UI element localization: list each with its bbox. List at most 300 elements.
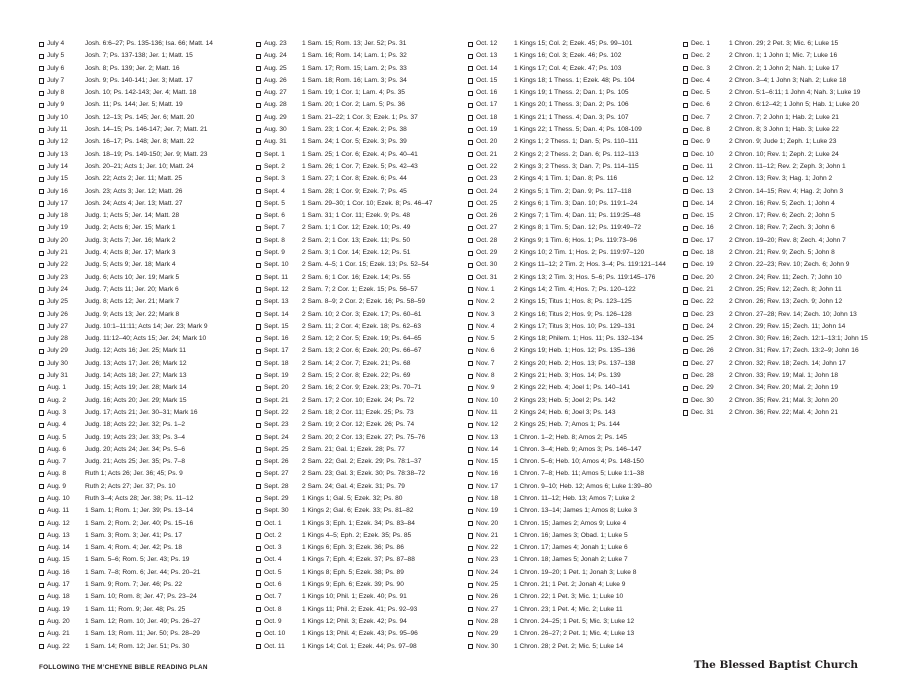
reading-checkbox[interactable] bbox=[256, 238, 261, 243]
reading-date: Aug. 21 bbox=[46, 630, 70, 638]
reading-checkbox[interactable] bbox=[256, 607, 261, 612]
reading-row bbox=[256, 579, 461, 591]
reading-checkbox[interactable] bbox=[256, 66, 261, 71]
reading-checkbox[interactable] bbox=[256, 386, 261, 391]
reading-date: Dec. 16 bbox=[690, 224, 714, 232]
reading-passages: 2 Chron. 27–28; Rev. 14; Zech. 10; John 13 bbox=[728, 310, 857, 318]
reading-checkbox[interactable] bbox=[256, 349, 261, 354]
reading-checkbox[interactable] bbox=[683, 238, 688, 243]
reading-checkbox[interactable] bbox=[256, 54, 261, 59]
reading-row bbox=[683, 75, 883, 87]
reading-checkbox[interactable] bbox=[683, 78, 688, 83]
reading-checkbox[interactable] bbox=[683, 263, 688, 268]
reading-passages: Judg. 15; Acts 19; Jer. 28; Mark 14 bbox=[84, 384, 187, 392]
reading-checkbox[interactable] bbox=[468, 115, 473, 120]
reading-checkbox[interactable] bbox=[468, 546, 473, 551]
reading-checkbox[interactable] bbox=[39, 54, 44, 59]
reading-checkbox[interactable] bbox=[39, 263, 44, 268]
reading-checkbox[interactable] bbox=[39, 238, 44, 243]
reading-checkbox[interactable] bbox=[256, 497, 261, 502]
reading-checkbox[interactable] bbox=[39, 128, 44, 133]
reading-checkbox[interactable] bbox=[468, 644, 473, 649]
reading-date: Oct. 19 bbox=[475, 126, 498, 134]
reading-checkbox[interactable] bbox=[683, 349, 688, 354]
reading-passages: 1 Chron. 16; James 3; Obad. 1; Luke 5 bbox=[513, 531, 628, 539]
reading-checkbox[interactable] bbox=[683, 398, 688, 403]
reading-passages: 1 Kings 21; 1 Thess. 4; Dan. 3; Ps. 107 bbox=[513, 113, 629, 121]
reading-date: Nov. 23 bbox=[475, 556, 499, 564]
reading-passages: 2 Chron. 7; 2 John 1; Hab. 2; Luke 21 bbox=[728, 113, 839, 121]
reading-checkbox[interactable] bbox=[683, 410, 688, 415]
reading-checkbox[interactable] bbox=[256, 140, 261, 145]
reading-checkbox[interactable] bbox=[39, 398, 44, 403]
reading-passages: Josh. 12–13; Ps. 145; Jer. 6; Matt. 20 bbox=[84, 113, 195, 121]
reading-checkbox[interactable] bbox=[39, 251, 44, 256]
reading-checkbox[interactable] bbox=[683, 287, 688, 292]
reading-checkbox[interactable] bbox=[256, 214, 261, 219]
reading-row bbox=[256, 542, 461, 554]
reading-checkbox[interactable] bbox=[683, 226, 688, 231]
reading-date: Oct. 30 bbox=[475, 261, 498, 269]
reading-passages: 1 Sam. 26; 1 Cor. 7; Ezek. 5; Ps. 42–43 bbox=[301, 162, 418, 170]
reading-date: Oct. 6 bbox=[263, 581, 282, 589]
reading-passages: Judg. 4; Acts 8; Jer. 17; Mark 3 bbox=[84, 249, 176, 257]
reading-checkbox[interactable] bbox=[256, 275, 261, 280]
reading-row bbox=[39, 456, 247, 468]
reading-checkbox[interactable] bbox=[39, 410, 44, 415]
reading-checkbox[interactable] bbox=[256, 91, 261, 96]
reading-checkbox[interactable] bbox=[468, 324, 473, 329]
reading-row bbox=[468, 432, 673, 444]
reading-passages: 2 Chron. 35; Rev. 21; Mal. 3; John 20 bbox=[728, 396, 839, 404]
reading-checkbox[interactable] bbox=[256, 484, 261, 489]
reading-checkbox[interactable] bbox=[39, 42, 44, 47]
reading-checkbox[interactable] bbox=[39, 423, 44, 428]
reading-checkbox[interactable] bbox=[468, 570, 473, 575]
reading-checkbox[interactable] bbox=[39, 620, 44, 625]
reading-row bbox=[39, 284, 247, 296]
reading-checkbox[interactable] bbox=[256, 447, 261, 452]
reading-checkbox[interactable] bbox=[683, 312, 688, 317]
reading-checkbox[interactable] bbox=[468, 177, 473, 182]
reading-checkbox[interactable] bbox=[468, 66, 473, 71]
reading-checkbox[interactable] bbox=[468, 595, 473, 600]
reading-checkbox[interactable] bbox=[683, 251, 688, 256]
reading-row bbox=[39, 628, 247, 640]
reading-passages: Judg. 7; Acts 11; Jer. 20; Mark 6 bbox=[84, 285, 179, 293]
reading-checkbox[interactable] bbox=[468, 521, 473, 526]
reading-row bbox=[468, 75, 673, 87]
reading-checkbox[interactable] bbox=[683, 374, 688, 379]
reading-checkbox[interactable] bbox=[468, 337, 473, 342]
reading-checkbox[interactable] bbox=[39, 91, 44, 96]
reading-checkbox[interactable] bbox=[256, 312, 261, 317]
reading-checkbox[interactable] bbox=[39, 349, 44, 354]
reading-checkbox[interactable] bbox=[468, 54, 473, 59]
reading-checkbox[interactable] bbox=[683, 361, 688, 366]
reading-checkbox[interactable] bbox=[39, 361, 44, 366]
reading-checkbox[interactable] bbox=[39, 103, 44, 108]
reading-checkbox[interactable] bbox=[468, 238, 473, 243]
reading-checkbox[interactable] bbox=[468, 607, 473, 612]
reading-checkbox[interactable] bbox=[39, 447, 44, 452]
reading-checkbox[interactable] bbox=[256, 201, 261, 206]
reading-row bbox=[39, 272, 247, 284]
reading-checkbox[interactable] bbox=[39, 497, 44, 502]
reading-checkbox[interactable] bbox=[256, 570, 261, 575]
reading-checkbox[interactable] bbox=[468, 361, 473, 366]
reading-row bbox=[256, 481, 461, 493]
reading-row bbox=[468, 309, 673, 321]
reading-row bbox=[39, 407, 247, 419]
reading-checkbox[interactable] bbox=[39, 583, 44, 588]
reading-checkbox[interactable] bbox=[39, 374, 44, 379]
reading-checkbox[interactable] bbox=[256, 410, 261, 415]
reading-checkbox[interactable] bbox=[39, 140, 44, 145]
reading-checkbox[interactable] bbox=[39, 386, 44, 391]
reading-checkbox[interactable] bbox=[683, 152, 688, 157]
reading-date: Nov. 19 bbox=[475, 507, 499, 515]
reading-date: Sept. 8 bbox=[263, 236, 285, 244]
reading-checkbox[interactable] bbox=[39, 607, 44, 612]
reading-checkbox[interactable] bbox=[256, 152, 261, 157]
reading-checkbox[interactable] bbox=[468, 460, 473, 465]
reading-checkbox[interactable] bbox=[468, 189, 473, 194]
reading-passages: 2 Sam. 22; Gal. 2; Ezek. 29; Ps. 78:1–37 bbox=[301, 458, 422, 466]
reading-passages: 1 Sam. 25; 1 Cor. 6; Ezek. 4; Ps. 40–41 bbox=[301, 150, 418, 158]
reading-date: Nov. 9 bbox=[475, 384, 495, 392]
reading-checkbox[interactable] bbox=[256, 189, 261, 194]
reading-checkbox[interactable] bbox=[683, 275, 688, 280]
reading-checkbox[interactable] bbox=[468, 509, 473, 514]
reading-passages: 2 Chron. 18; Rev. 7; Zech. 3; John 6 bbox=[728, 224, 835, 232]
reading-row bbox=[683, 198, 883, 210]
reading-checkbox[interactable] bbox=[468, 78, 473, 83]
reading-checkbox[interactable] bbox=[468, 410, 473, 415]
reading-checkbox[interactable] bbox=[468, 533, 473, 538]
reading-date: Dec. 5 bbox=[690, 89, 711, 97]
reading-checkbox[interactable] bbox=[256, 374, 261, 379]
reading-passages: 2 Kings 11–12; 2 Tim. 2; Hos. 3–4; Ps. 119:121–144 bbox=[513, 261, 666, 269]
reading-checkbox[interactable] bbox=[256, 226, 261, 231]
reading-checkbox[interactable] bbox=[468, 423, 473, 428]
reading-date: Dec. 19 bbox=[690, 261, 714, 269]
reading-passages: Ruth 3–4; Acts 28; Jer. 38; Ps. 11–12 bbox=[84, 494, 194, 502]
reading-passages: 2 Chron. 25; Rev. 12; Zech. 8; John 11 bbox=[728, 285, 842, 293]
reading-checkbox[interactable] bbox=[39, 226, 44, 231]
reading-row bbox=[683, 382, 883, 394]
reading-passages: 2 Sam. 15; 2 Cor. 8; Ezek. 22; Ps. 69 bbox=[301, 372, 411, 380]
reading-date: July 31 bbox=[46, 372, 68, 380]
reading-date: Oct. 27 bbox=[475, 224, 498, 232]
reading-checkbox[interactable] bbox=[256, 115, 261, 120]
reading-date: Aug. 13 bbox=[46, 531, 70, 539]
reading-checkbox[interactable] bbox=[256, 251, 261, 256]
reading-passages: 1 Chron. 28; 2 Pet. 2; Mic. 5; Luke 14 bbox=[513, 642, 624, 650]
reading-row bbox=[39, 296, 247, 308]
reading-checkbox[interactable] bbox=[468, 583, 473, 588]
reading-checkbox[interactable] bbox=[468, 275, 473, 280]
reading-checkbox[interactable] bbox=[256, 632, 261, 637]
reading-row bbox=[39, 395, 247, 407]
reading-checkbox[interactable] bbox=[256, 595, 261, 600]
reading-checkbox[interactable] bbox=[683, 115, 688, 120]
reading-date: Sept. 17 bbox=[263, 347, 289, 355]
reading-date: Dec. 11 bbox=[690, 162, 714, 170]
reading-checkbox[interactable] bbox=[39, 546, 44, 551]
reading-passages: 2 Kings 8; 1 Tim. 5; Dan. 12; Ps. 119:49–72 bbox=[513, 224, 642, 232]
reading-checkbox[interactable] bbox=[39, 177, 44, 182]
reading-checkbox[interactable] bbox=[468, 374, 473, 379]
reading-date: Dec. 24 bbox=[690, 322, 714, 330]
reading-date: Sept. 16 bbox=[263, 335, 289, 343]
reading-checkbox[interactable] bbox=[468, 91, 473, 96]
reading-date: Nov. 5 bbox=[475, 335, 495, 343]
reading-checkbox[interactable] bbox=[39, 509, 44, 514]
reading-checkbox[interactable] bbox=[256, 423, 261, 428]
reading-checkbox[interactable] bbox=[39, 460, 44, 465]
reading-date: July 27 bbox=[46, 322, 68, 330]
reading-checkbox[interactable] bbox=[39, 533, 44, 538]
reading-row bbox=[39, 444, 247, 456]
reading-checkbox[interactable] bbox=[468, 472, 473, 477]
reading-date: Aug. 14 bbox=[46, 544, 70, 552]
reading-date: Sept. 15 bbox=[263, 322, 289, 330]
reading-date: July 26 bbox=[46, 310, 68, 318]
reading-checkbox[interactable] bbox=[256, 361, 261, 366]
reading-date: Sept. 18 bbox=[263, 359, 289, 367]
reading-checkbox[interactable] bbox=[468, 103, 473, 108]
reading-checkbox[interactable] bbox=[39, 275, 44, 280]
reading-checkbox[interactable] bbox=[256, 78, 261, 83]
reading-checkbox[interactable] bbox=[39, 78, 44, 83]
reading-checkbox[interactable] bbox=[468, 201, 473, 206]
reading-row bbox=[683, 321, 883, 333]
reading-date: Nov. 8 bbox=[475, 372, 495, 380]
reading-row bbox=[468, 124, 673, 136]
reading-checkbox[interactable] bbox=[683, 54, 688, 59]
reading-checkbox[interactable] bbox=[256, 103, 261, 108]
reading-checkbox[interactable] bbox=[39, 152, 44, 157]
reading-checkbox[interactable] bbox=[468, 140, 473, 145]
reading-date: Sept. 22 bbox=[263, 408, 289, 416]
reading-row bbox=[39, 38, 247, 50]
reading-passages: 1 Sam. 15; Rom. 13; Jer. 52; Ps. 31 bbox=[301, 40, 407, 47]
reading-checkbox[interactable] bbox=[468, 447, 473, 452]
reading-row bbox=[39, 63, 247, 75]
reading-checkbox[interactable] bbox=[468, 287, 473, 292]
reading-checkbox[interactable] bbox=[468, 497, 473, 502]
reading-checkbox[interactable] bbox=[256, 546, 261, 551]
reading-checkbox[interactable] bbox=[39, 324, 44, 329]
reading-checkbox[interactable] bbox=[39, 632, 44, 637]
reading-checkbox[interactable] bbox=[256, 533, 261, 538]
reading-row bbox=[468, 567, 673, 579]
reading-checkbox[interactable] bbox=[468, 386, 473, 391]
reading-checkbox[interactable] bbox=[683, 337, 688, 342]
reading-date: July 25 bbox=[46, 298, 68, 306]
reading-checkbox[interactable] bbox=[39, 570, 44, 575]
reading-row bbox=[468, 604, 673, 616]
reading-row bbox=[683, 124, 883, 136]
reading-checkbox[interactable] bbox=[468, 620, 473, 625]
reading-checkbox[interactable] bbox=[256, 128, 261, 133]
reading-row bbox=[39, 161, 247, 173]
reading-date: Dec. 10 bbox=[690, 150, 714, 158]
reading-checkbox[interactable] bbox=[468, 226, 473, 231]
reading-checkbox[interactable] bbox=[683, 386, 688, 391]
reading-date: Sept. 13 bbox=[263, 298, 289, 306]
reading-row bbox=[256, 333, 461, 345]
reading-passages: 1 Kings 14; Col. 1; Ezek. 44; Ps. 97–98 bbox=[301, 642, 417, 650]
reading-checkbox[interactable] bbox=[39, 337, 44, 342]
reading-checkbox[interactable] bbox=[256, 460, 261, 465]
reading-checkbox[interactable] bbox=[256, 337, 261, 342]
reading-checkbox[interactable] bbox=[683, 140, 688, 145]
reading-checkbox[interactable] bbox=[39, 558, 44, 563]
reading-date: Nov. 6 bbox=[475, 347, 495, 355]
reading-checkbox[interactable] bbox=[39, 287, 44, 292]
reading-checkbox[interactable] bbox=[39, 300, 44, 305]
reading-passages: 2 Sam. 13; 2 Cor. 6; Ezek. 20; Ps. 66–67 bbox=[301, 347, 422, 355]
reading-date: Dec. 7 bbox=[690, 113, 711, 121]
reading-date: Sept. 7 bbox=[263, 224, 285, 232]
reading-passages: 2 Kings 22; Heb. 4; Joel 1; Ps. 140–141 bbox=[513, 384, 631, 392]
reading-date: Oct. 12 bbox=[475, 40, 498, 47]
reading-passages: 1 Kings 9; Eph. 6; Ezek. 39; Ps. 90 bbox=[301, 581, 404, 589]
reading-checkbox[interactable] bbox=[468, 42, 473, 47]
reading-date: Nov. 25 bbox=[475, 581, 499, 589]
reading-checkbox[interactable] bbox=[256, 177, 261, 182]
reading-checkbox[interactable] bbox=[683, 103, 688, 108]
reading-checkbox[interactable] bbox=[468, 632, 473, 637]
reading-date: Oct. 1 bbox=[263, 519, 282, 527]
reading-checkbox[interactable] bbox=[256, 521, 261, 526]
reading-checkbox[interactable] bbox=[468, 398, 473, 403]
reading-date: Nov. 30 bbox=[475, 642, 499, 650]
reading-checkbox[interactable] bbox=[468, 300, 473, 305]
reading-checkbox[interactable] bbox=[683, 177, 688, 182]
reading-checkbox[interactable] bbox=[256, 558, 261, 563]
reading-checkbox[interactable] bbox=[468, 128, 473, 133]
reading-date: Aug. 23 bbox=[263, 40, 287, 47]
reading-checkbox[interactable] bbox=[683, 128, 688, 133]
reading-checkbox[interactable] bbox=[468, 484, 473, 489]
reading-date: Oct. 4 bbox=[263, 556, 282, 564]
reading-checkbox[interactable] bbox=[256, 324, 261, 329]
reading-checkbox[interactable] bbox=[468, 312, 473, 317]
reading-checkbox[interactable] bbox=[39, 189, 44, 194]
reading-row bbox=[39, 309, 247, 321]
reading-checkbox[interactable] bbox=[468, 349, 473, 354]
reading-checkbox[interactable] bbox=[683, 324, 688, 329]
reading-checkbox[interactable] bbox=[39, 312, 44, 317]
reading-checkbox[interactable] bbox=[256, 263, 261, 268]
reading-date: Nov. 10 bbox=[475, 396, 499, 404]
reading-row bbox=[39, 87, 247, 99]
reading-checkbox[interactable] bbox=[256, 583, 261, 588]
reading-passages: Josh. 22; Acts 2; Jer. 11; Matt. 25 bbox=[84, 175, 182, 183]
reading-date: Dec. 30 bbox=[690, 396, 714, 404]
reading-passages: Judg. 20; Acts 24; Jer. 34; Ps. 5–6 bbox=[84, 445, 186, 453]
reading-passages: 1 Kings 20; 1 Thess. 3; Dan. 2; Ps. 106 bbox=[513, 101, 629, 109]
reading-checkbox[interactable] bbox=[683, 91, 688, 96]
reading-date: Aug. 1 bbox=[46, 384, 67, 392]
reading-checkbox[interactable] bbox=[256, 620, 261, 625]
reading-passages: 1 Chron. 18; James 5; Jonah 2; Luke 7 bbox=[513, 556, 628, 564]
reading-checkbox[interactable] bbox=[683, 66, 688, 71]
reading-checkbox[interactable] bbox=[683, 42, 688, 47]
reading-date: Aug. 5 bbox=[46, 433, 67, 441]
reading-checkbox[interactable] bbox=[39, 435, 44, 440]
reading-row bbox=[39, 136, 247, 148]
reading-checkbox[interactable] bbox=[39, 484, 44, 489]
reading-checkbox[interactable] bbox=[256, 42, 261, 47]
reading-row bbox=[39, 149, 247, 161]
reading-checkbox[interactable] bbox=[468, 251, 473, 256]
reading-passages: 2 Chron. 36; Rev. 22; Mal. 4; John 21 bbox=[728, 408, 839, 416]
reading-passages: 2 Chron. 16; Rev. 5; Zech. 1; John 4 bbox=[728, 199, 835, 207]
reading-checkbox[interactable] bbox=[683, 214, 688, 219]
reading-checkbox[interactable] bbox=[256, 509, 261, 514]
reading-checkbox[interactable] bbox=[39, 472, 44, 477]
reading-checkbox[interactable] bbox=[256, 300, 261, 305]
reading-passages: 1 Kings 18; 1 Thess. 1; Ezek. 48; Ps. 104 bbox=[513, 76, 635, 84]
reading-checkbox[interactable] bbox=[468, 165, 473, 170]
reading-checkbox[interactable] bbox=[39, 165, 44, 170]
reading-checkbox[interactable] bbox=[468, 263, 473, 268]
reading-row bbox=[683, 345, 883, 357]
reading-checkbox[interactable] bbox=[39, 66, 44, 71]
reading-checkbox[interactable] bbox=[256, 398, 261, 403]
reading-row bbox=[256, 99, 461, 111]
reading-date: July 10 bbox=[46, 113, 68, 121]
reading-checkbox[interactable] bbox=[683, 189, 688, 194]
reading-date: Dec. 15 bbox=[690, 212, 714, 220]
reading-row bbox=[256, 345, 461, 357]
reading-passages: 2 Chron. 5:1–6:11; 1 John 4; Nah. 3; Luke 19 bbox=[728, 89, 861, 97]
reading-checkbox[interactable] bbox=[256, 435, 261, 440]
reading-checkbox[interactable] bbox=[39, 214, 44, 219]
reading-checkbox[interactable] bbox=[39, 521, 44, 526]
reading-checkbox[interactable] bbox=[468, 558, 473, 563]
reading-row bbox=[256, 419, 461, 431]
reading-column-2 bbox=[256, 38, 461, 653]
reading-date: Dec. 9 bbox=[690, 138, 711, 146]
reading-passages: 1 Chron. 7–8; Heb. 11; Amos 5; Luke 1:1–38 bbox=[513, 470, 644, 478]
reading-checkbox[interactable] bbox=[468, 152, 473, 157]
reading-checkbox[interactable] bbox=[256, 472, 261, 477]
reading-checkbox[interactable] bbox=[683, 165, 688, 170]
reading-date: Oct. 13 bbox=[475, 52, 498, 60]
reading-date: July 21 bbox=[46, 249, 68, 257]
reading-passages: Judg. 5; Acts 9; Jer. 18; Mark 4 bbox=[84, 261, 176, 269]
reading-passages: 2 Kings 4; 1 Tim. 1; Dan. 8; Ps. 116 bbox=[513, 175, 618, 183]
reading-checkbox[interactable] bbox=[468, 435, 473, 440]
reading-checkbox[interactable] bbox=[683, 300, 688, 305]
reading-checkbox[interactable] bbox=[39, 595, 44, 600]
reading-checkbox[interactable] bbox=[468, 214, 473, 219]
reading-checkbox[interactable] bbox=[256, 165, 261, 170]
reading-date: Aug. 2 bbox=[46, 396, 67, 404]
reading-checkbox[interactable] bbox=[256, 644, 261, 649]
reading-checkbox[interactable] bbox=[683, 201, 688, 206]
reading-checkbox[interactable] bbox=[39, 201, 44, 206]
reading-checkbox[interactable] bbox=[256, 287, 261, 292]
reading-checkbox[interactable] bbox=[39, 115, 44, 120]
reading-checkbox[interactable] bbox=[39, 644, 44, 649]
reading-passages: 1 Sam. 10; Rom. 8; Jer. 47; Ps. 23–24 bbox=[84, 593, 197, 601]
